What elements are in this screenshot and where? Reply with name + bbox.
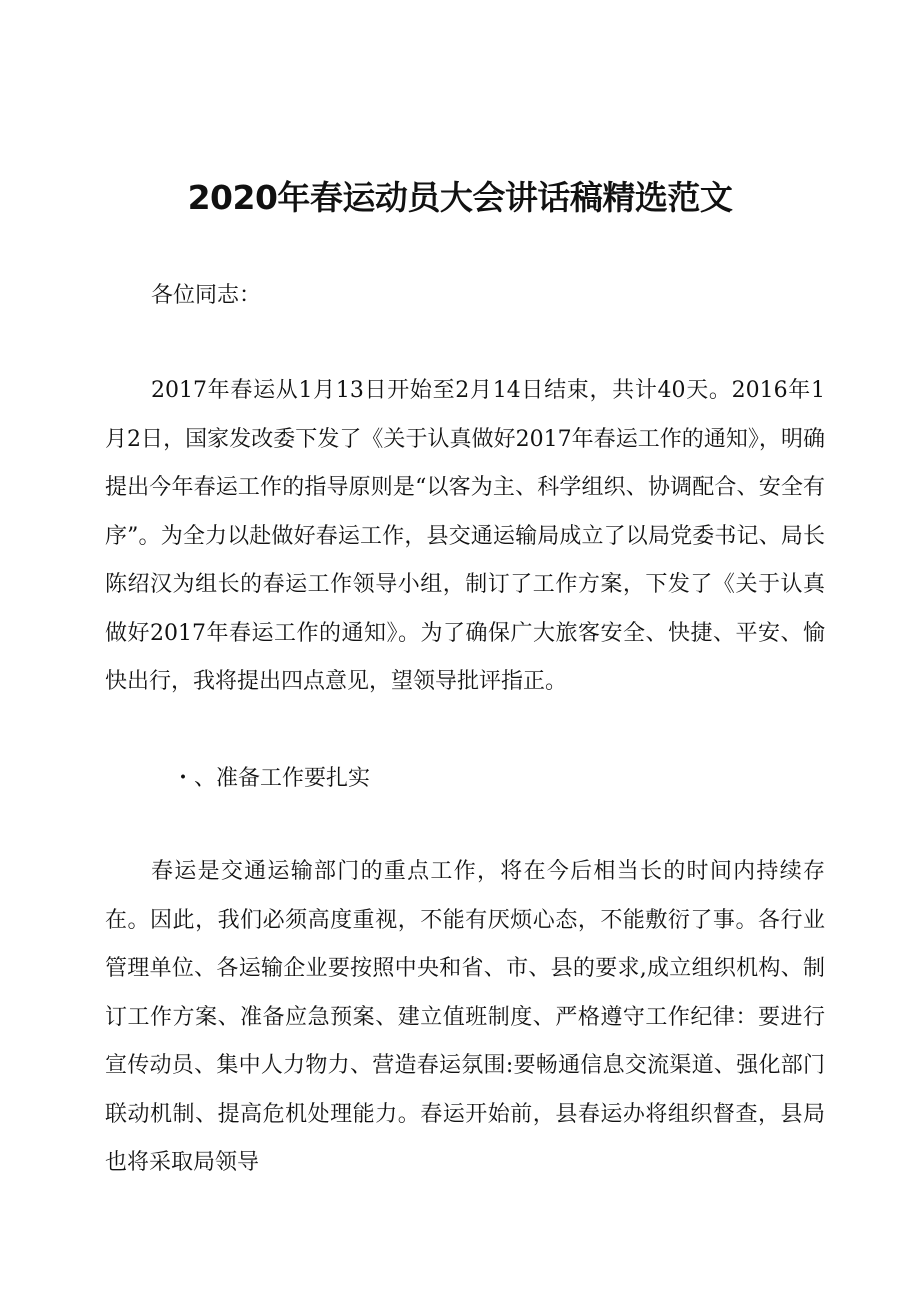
body-paragraph-1: 2017年春运从1月13日开始至2月14日结束，共计40天。2016年1月2日，国家发改委下发了《关于认真做好2017年春运工作的通知》，明确提出今年春运工作的指导原则是“以客为主、科学组织、协调配合、安全有序”。为全力以赴做好春运工作，县交通运输局成立了以局党委书记、局长陈绍汉为组长的春运工作领导小组，制订了工作方案，下发了《关于认真做好2017年春运工作的通知》。为了确保广大旅客安全、快捷、平安、愉快出行，我将提出四点意见，望领导批评指正。	[105, 378, 825, 694]
greeting: 各位同志：	[151, 283, 262, 308]
body-paragraph-2: 春运是交通运输部门的重点工作，将在今后相当长的时间内持续存在。因此，我们必须高度重视，不能有厌烦心态，不能敷衍了事。各行业管理单位、各运输企业要按照中央和省、市、县的要求,成立组织机构、制订工作方案、准备应急预案、建立值班制度、严格遵守工作纪律：要进行宣传动员、集中人力物力、营造春运氛围:要畅通信息交流渠道、强化部门联动机制、提高危机处理能力。春运开始前，县春运办将组织督查，县局也将采取局领导	[105, 859, 825, 1175]
section-heading: ・、准备工作要扎实	[172, 766, 371, 791]
document-title: 2020年春运动员大会讲话稿精选范文	[187, 178, 733, 217]
